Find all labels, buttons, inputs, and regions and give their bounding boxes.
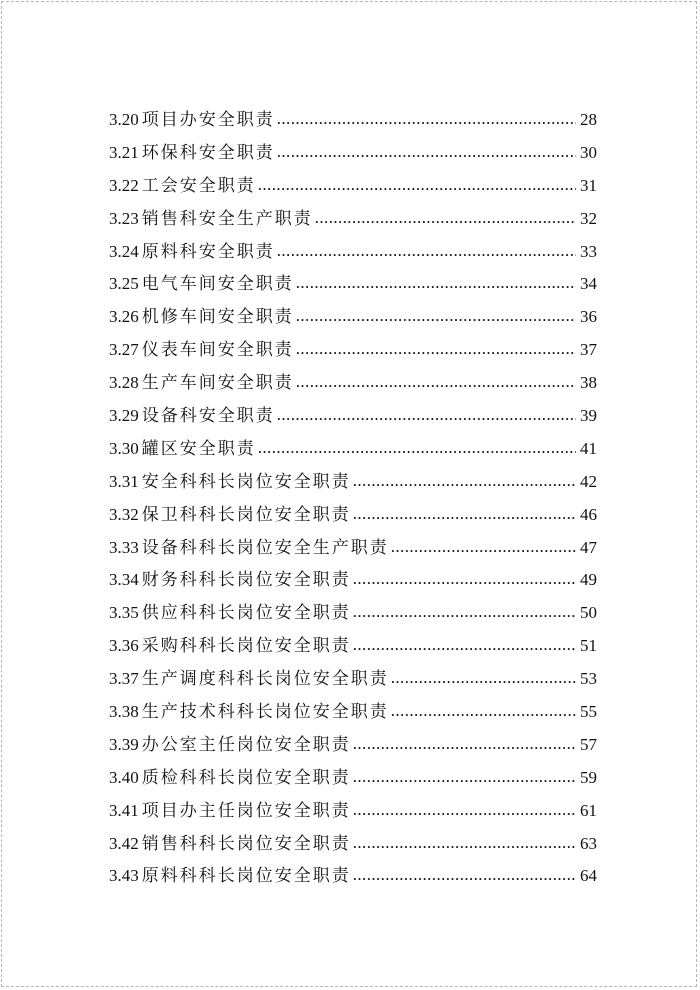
toc-entry-number: 3.23	[109, 208, 139, 228]
document-page	[1, 1, 697, 987]
toc-entry-number: 3.41	[109, 800, 139, 820]
toc-entry-page: 31	[580, 175, 597, 195]
toc-entry[interactable]	[109, 302, 597, 335]
toc-dot-leader	[391, 668, 576, 688]
toc-entry[interactable]	[109, 335, 597, 368]
toc-entry-number: 3.27	[109, 340, 139, 360]
table-of-contents	[109, 105, 597, 894]
toc-entry-page: 33	[580, 241, 597, 261]
toc-entry-title: 销售科科长岗位安全职责	[141, 833, 351, 853]
toc-dot-leader	[353, 504, 576, 524]
toc-entry-page: 63	[580, 833, 597, 853]
toc-entry-page: 36	[580, 307, 597, 327]
toc-entry[interactable]	[109, 565, 597, 598]
toc-entry[interactable]	[109, 204, 597, 237]
toc-dot-leader	[353, 635, 576, 655]
toc-entry-page: 50	[580, 603, 597, 623]
toc-entry-number: 3.25	[109, 274, 139, 294]
toc-entry-title: 质检科科长岗位安全职责	[141, 767, 351, 787]
toc-entry[interactable]	[109, 631, 597, 664]
toc-entry-page: 46	[580, 504, 597, 524]
toc-entry-page: 30	[580, 142, 597, 162]
toc-dot-leader	[296, 339, 576, 359]
toc-entry[interactable]	[109, 434, 597, 467]
toc-entry-title: 生产技术科科长岗位安全职责	[141, 702, 389, 722]
toc-entry-number: 3.34	[109, 570, 139, 590]
toc-entry-number: 3.35	[109, 603, 139, 623]
toc-entry-title: 设备科科长岗位安全生产职责	[141, 537, 389, 557]
toc-entry-title: 生产车间安全职责	[141, 373, 294, 393]
toc-entry-number: 3.26	[109, 307, 139, 327]
toc-entry-title: 电气车间安全职责	[141, 274, 294, 294]
toc-entry-number: 3.20	[109, 110, 139, 129]
toc-entry[interactable]	[109, 105, 597, 138]
toc-entry[interactable]	[109, 237, 597, 270]
toc-entry[interactable]	[109, 269, 597, 302]
toc-entry-title: 设备科安全职责	[141, 406, 275, 426]
toc-entry-page: 32	[580, 208, 597, 228]
toc-entry-title: 办公室主任岗位安全职责	[141, 734, 351, 754]
toc-entry-number: 3.37	[109, 669, 139, 689]
toc-entry-number: 3.21	[109, 142, 139, 162]
toc-dot-leader	[296, 306, 576, 326]
toc-entry-title: 工会安全职责	[141, 175, 256, 195]
toc-entry-title: 生产调度科科长岗位安全职责	[141, 669, 389, 689]
toc-entry[interactable]	[109, 598, 597, 631]
toc-entry-number: 3.29	[109, 406, 139, 426]
toc-entry-title: 机修车间安全职责	[141, 307, 294, 327]
toc-entry-title: 原料科安全职责	[141, 241, 275, 261]
toc-entry[interactable]	[109, 763, 597, 796]
toc-dot-leader	[277, 241, 576, 261]
toc-entry-number: 3.39	[109, 734, 139, 754]
toc-entry-page: 59	[580, 767, 597, 787]
toc-entry[interactable]	[109, 697, 597, 730]
toc-entry[interactable]	[109, 171, 597, 204]
toc-entry-page: 55	[580, 702, 597, 722]
toc-entry[interactable]	[109, 796, 597, 829]
toc-entry-title: 财务科科长岗位安全职责	[141, 570, 351, 590]
toc-entry-title: 安全科科长岗位安全职责	[141, 471, 351, 491]
toc-dot-leader	[277, 405, 576, 425]
toc-entry[interactable]	[109, 664, 597, 697]
toc-entry[interactable]	[109, 500, 597, 533]
toc-entry[interactable]	[109, 861, 597, 894]
toc-entry-number: 3.42	[109, 833, 139, 853]
toc-entry-number: 3.38	[109, 702, 139, 722]
toc-entry-page: 57	[580, 734, 597, 754]
toc-entry-page: 41	[580, 438, 597, 458]
toc-entry-title: 仪表车间安全职责	[141, 340, 294, 360]
toc-entry-page: 37	[580, 340, 597, 360]
toc-dot-leader	[258, 438, 576, 458]
toc-dot-leader	[315, 208, 576, 228]
toc-entry-page: 53	[580, 669, 597, 689]
toc-entry-page: 47	[580, 537, 597, 557]
toc-entry-title: 销售科安全生产职责	[141, 208, 313, 228]
toc-entry-title: 采购科科长岗位安全职责	[141, 636, 351, 656]
toc-entry-page: 28	[580, 110, 597, 129]
toc-entry-page: 64	[580, 866, 597, 886]
toc-dot-leader	[353, 800, 576, 820]
toc-dot-leader	[277, 109, 576, 129]
toc-dot-leader	[391, 701, 576, 721]
toc-dot-leader	[258, 175, 576, 195]
toc-entry-number: 3.28	[109, 373, 139, 393]
toc-entry-page: 51	[580, 636, 597, 656]
toc-dot-leader	[353, 767, 576, 787]
toc-entry-number: 3.32	[109, 504, 139, 524]
toc-entry-title: 项目办安全职责	[141, 110, 275, 129]
toc-entry-number: 3.22	[109, 175, 139, 195]
toc-dot-leader	[277, 142, 576, 162]
toc-dot-leader	[353, 569, 576, 589]
toc-entry[interactable]	[109, 467, 597, 500]
toc-entry[interactable]	[109, 533, 597, 566]
toc-entry-page: 61	[580, 800, 597, 820]
toc-entry[interactable]	[109, 730, 597, 763]
toc-entry-page: 42	[580, 471, 597, 491]
toc-entry-title: 原料科科长岗位安全职责	[141, 866, 351, 886]
toc-entry-number: 3.31	[109, 471, 139, 491]
toc-entry-page: 39	[580, 406, 597, 426]
toc-entry-number: 3.24	[109, 241, 139, 261]
toc-entry-number: 3.33	[109, 537, 139, 557]
toc-entry-page: 34	[580, 274, 597, 294]
toc-entry-page: 38	[580, 373, 597, 393]
toc-entry[interactable]	[109, 829, 597, 862]
toc-entry-title: 保卫科科长岗位安全职责	[141, 504, 351, 524]
toc-entry-title: 环保科安全职责	[141, 142, 275, 162]
toc-dot-leader	[296, 372, 576, 392]
toc-entry[interactable]	[109, 138, 597, 171]
toc-dot-leader	[353, 865, 576, 885]
toc-dot-leader	[296, 273, 576, 293]
toc-entry-number: 3.36	[109, 636, 139, 656]
toc-entry-title: 供应科科长岗位安全职责	[141, 603, 351, 623]
toc-dot-leader	[353, 734, 576, 754]
toc-entry-number: 3.30	[109, 438, 139, 458]
toc-dot-leader	[353, 602, 576, 622]
toc-entry-page: 49	[580, 570, 597, 590]
toc-dot-leader	[353, 833, 576, 853]
toc-entry[interactable]	[109, 401, 597, 434]
toc-entry-number: 3.40	[109, 767, 139, 787]
toc-dot-leader	[391, 537, 576, 557]
toc-entry[interactable]	[109, 368, 597, 401]
toc-dot-leader	[353, 471, 576, 491]
toc-entry-title: 罐区安全职责	[141, 438, 256, 458]
toc-entry-number: 3.43	[109, 866, 139, 886]
toc-entry-title: 项目办主任岗位安全职责	[141, 800, 351, 820]
